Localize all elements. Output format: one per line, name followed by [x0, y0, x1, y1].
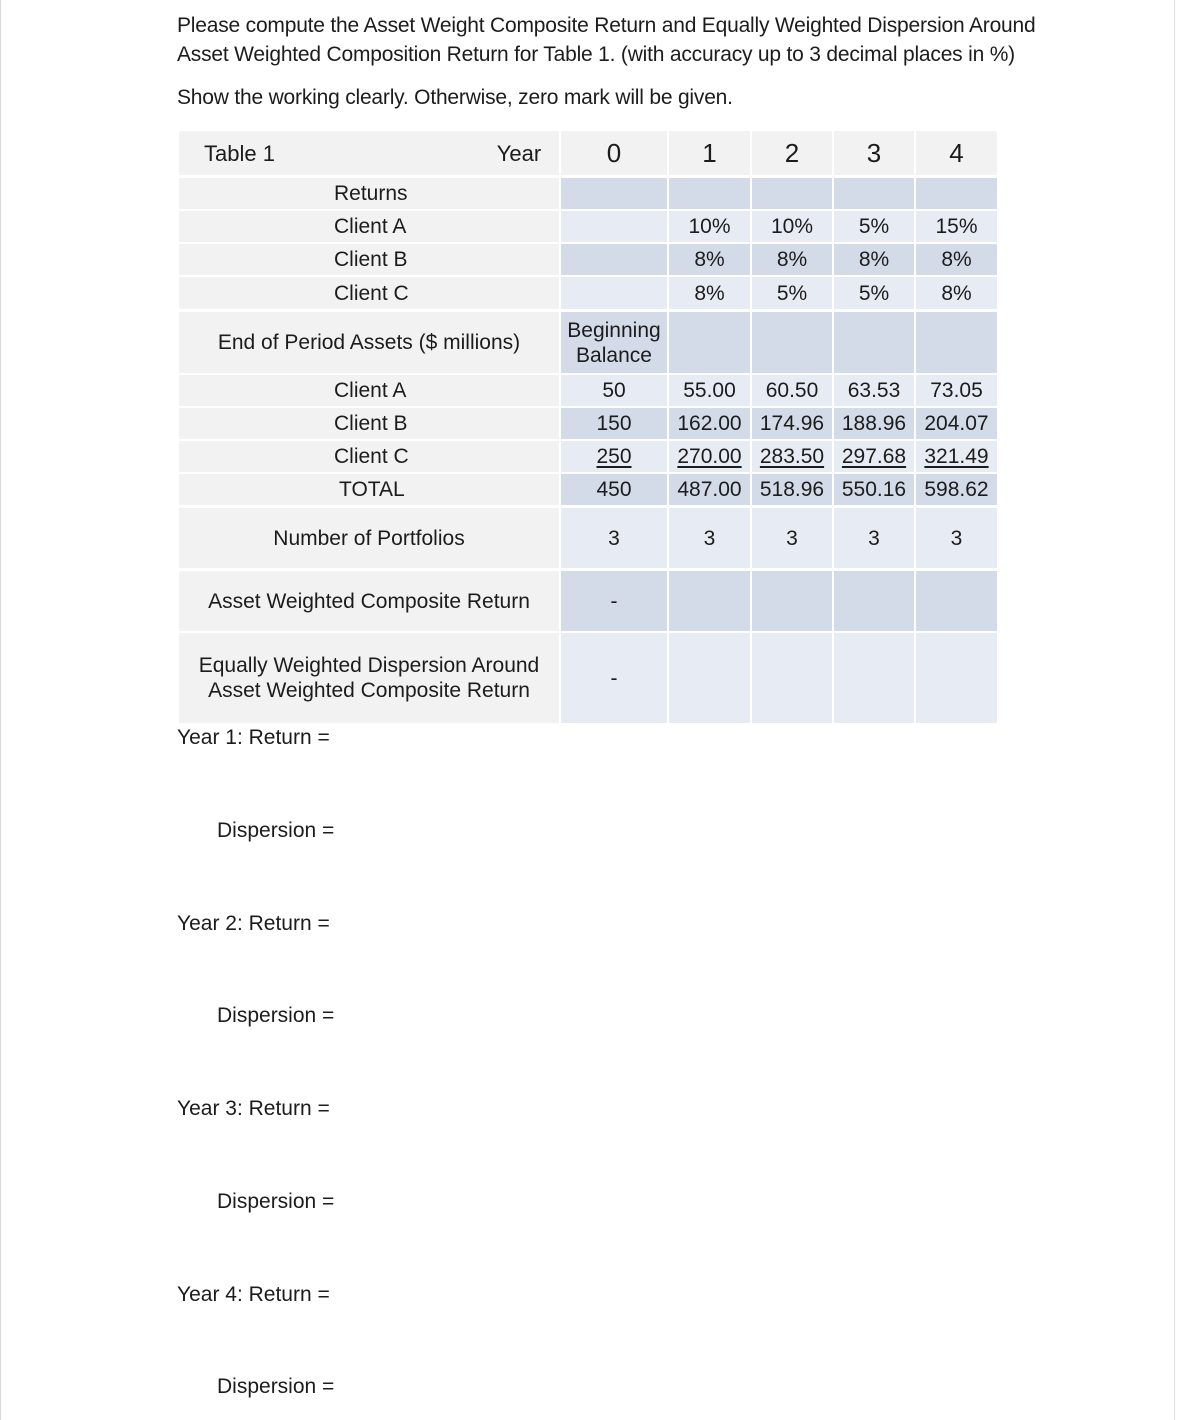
assets-client-a-y4: 73.05	[916, 375, 997, 406]
assets-client-c-y0: 250	[561, 441, 667, 472]
returns-client-c-y4: 8%	[916, 277, 997, 309]
returns-client-a-y3: 5%	[834, 211, 914, 242]
returns-client-b-y3: 8%	[834, 244, 914, 275]
assets-header-blank	[752, 312, 832, 373]
assets-total-y1: 487.00	[669, 474, 750, 505]
page-edge-right	[1174, 0, 1175, 1420]
returns-client-b-y0	[561, 244, 667, 275]
returns-client-c-y0	[561, 277, 667, 309]
question-line-1: Please compute the Asset Weight Composite Return and Equally Weighted Dispersion Around	[177, 14, 1036, 37]
returns-client-b-label: Client B	[179, 244, 559, 275]
instruction-text: Show the working clearly. Otherwise, zero mark will be given.	[177, 86, 733, 109]
returns-cell-blank	[561, 178, 667, 209]
assets-header-blank	[834, 312, 914, 373]
awcr-y0: -	[561, 571, 667, 631]
year-1-return-label: Year 1: Return =	[177, 726, 330, 749]
assets-total-y2: 518.96	[752, 474, 832, 505]
returns-client-c-y3: 5%	[834, 277, 914, 309]
beginning-balance-line-2: Balance	[576, 343, 652, 367]
portfolios-y1: 3	[669, 508, 750, 568]
beginning-balance-label	[561, 312, 667, 373]
question-line-2: Asset Weighted Composition Return for Table 1. (with accuracy up to 3 decimal places in %)	[177, 43, 1015, 66]
assets-client-c-y1: 270.00	[669, 441, 750, 472]
beginning-balance-line-1: Beginning	[567, 318, 661, 342]
dispersion-label	[179, 633, 559, 723]
year-4-dispersion-label: Dispersion =	[217, 1375, 335, 1398]
returns-client-a-y1: 10%	[669, 211, 750, 242]
assets-client-b-y3: 188.96	[834, 408, 914, 439]
returns-client-a-y0	[561, 211, 667, 242]
portfolios-y3: 3	[834, 508, 914, 568]
dispersion-y0: -	[561, 633, 667, 723]
assets-total-label: TOTAL	[179, 474, 559, 505]
year-header-3: 3	[834, 131, 914, 175]
assets-header-blank	[916, 312, 997, 373]
year-2-return-label: Year 2: Return =	[177, 912, 330, 935]
returns-client-b-y4: 8%	[916, 244, 997, 275]
dispersion-label-line-1: Equally Weighted Dispersion Around	[198, 654, 540, 677]
assets-total-y3: 550.16	[834, 474, 914, 505]
awcr-y4-answer[interactable]	[916, 571, 997, 631]
dispersion-y1-answer[interactable]	[669, 633, 750, 723]
assets-client-a-y1: 55.00	[669, 375, 750, 406]
assets-total-y0: 450	[561, 474, 667, 505]
assets-client-c-y3: 297.68	[834, 441, 914, 472]
returns-cell-blank	[669, 178, 750, 209]
assets-total-y4: 598.62	[916, 474, 997, 505]
returns-client-c-y2: 5%	[752, 277, 832, 309]
year-2-dispersion-label: Dispersion =	[217, 1004, 335, 1027]
dispersion-y4-answer[interactable]	[916, 633, 997, 723]
returns-client-a-y4: 15%	[916, 211, 997, 242]
returns-label: Returns	[179, 178, 559, 209]
year-header-4: 4	[916, 131, 997, 175]
assets-client-a-y0: 50	[561, 375, 667, 406]
assets-header-blank	[669, 312, 750, 373]
portfolios-label: Number of Portfolios	[179, 508, 559, 568]
table-1	[179, 131, 997, 723]
page-edge-left	[0, 0, 1, 1420]
returns-cell-blank	[834, 178, 914, 209]
portfolios-y4: 3	[916, 508, 997, 568]
year-3-return-label: Year 3: Return =	[177, 1097, 330, 1120]
year-label: Year	[496, 140, 542, 166]
assets-label: End of Period Assets ($ millions)	[179, 312, 559, 373]
year-4-return-label: Year 4: Return =	[177, 1283, 330, 1306]
returns-client-b-y1: 8%	[669, 244, 750, 275]
year-3-dispersion-label: Dispersion =	[217, 1190, 335, 1213]
assets-client-c-y2: 283.50	[752, 441, 832, 472]
assets-client-c-y4: 321.49	[916, 441, 997, 472]
year-header-2: 2	[752, 131, 832, 175]
assets-client-c-label: Client C	[179, 441, 559, 472]
table-title: Table 1	[179, 131, 559, 175]
awcr-y1-answer[interactable]	[669, 571, 750, 631]
returns-cell-blank	[752, 178, 832, 209]
assets-client-a-y2: 60.50	[752, 375, 832, 406]
assets-client-b-y4: 204.07	[916, 408, 997, 439]
awcr-label: Asset Weighted Composite Return	[179, 571, 559, 631]
returns-client-b-y2: 8%	[752, 244, 832, 275]
year-1-dispersion-label: Dispersion =	[217, 819, 335, 842]
returns-client-c-label: Client C	[179, 277, 559, 309]
assets-client-a-y3: 63.53	[834, 375, 914, 406]
assets-client-b-y0: 150	[561, 408, 667, 439]
portfolios-y0: 3	[561, 508, 667, 568]
assets-client-a-label: Client A	[179, 375, 559, 406]
assets-client-b-label: Client B	[179, 408, 559, 439]
returns-cell-blank	[916, 178, 997, 209]
returns-client-c-y1: 8%	[669, 277, 750, 309]
awcr-y2-answer[interactable]	[752, 571, 832, 631]
returns-client-a-label: Client A	[179, 211, 559, 242]
portfolios-y2: 3	[752, 508, 832, 568]
year-header-1: 1	[669, 131, 750, 175]
dispersion-y2-answer[interactable]	[752, 633, 832, 723]
dispersion-y3-answer[interactable]	[834, 633, 914, 723]
dispersion-label-line-2: Asset Weighted Composite Return	[208, 679, 530, 702]
returns-client-a-y2: 10%	[752, 211, 832, 242]
question-text	[177, 11, 1036, 69]
awcr-y3-answer[interactable]	[834, 571, 914, 631]
year-header-0: 0	[561, 131, 667, 175]
assets-client-b-y2: 174.96	[752, 408, 832, 439]
assets-client-b-y1: 162.00	[669, 408, 750, 439]
